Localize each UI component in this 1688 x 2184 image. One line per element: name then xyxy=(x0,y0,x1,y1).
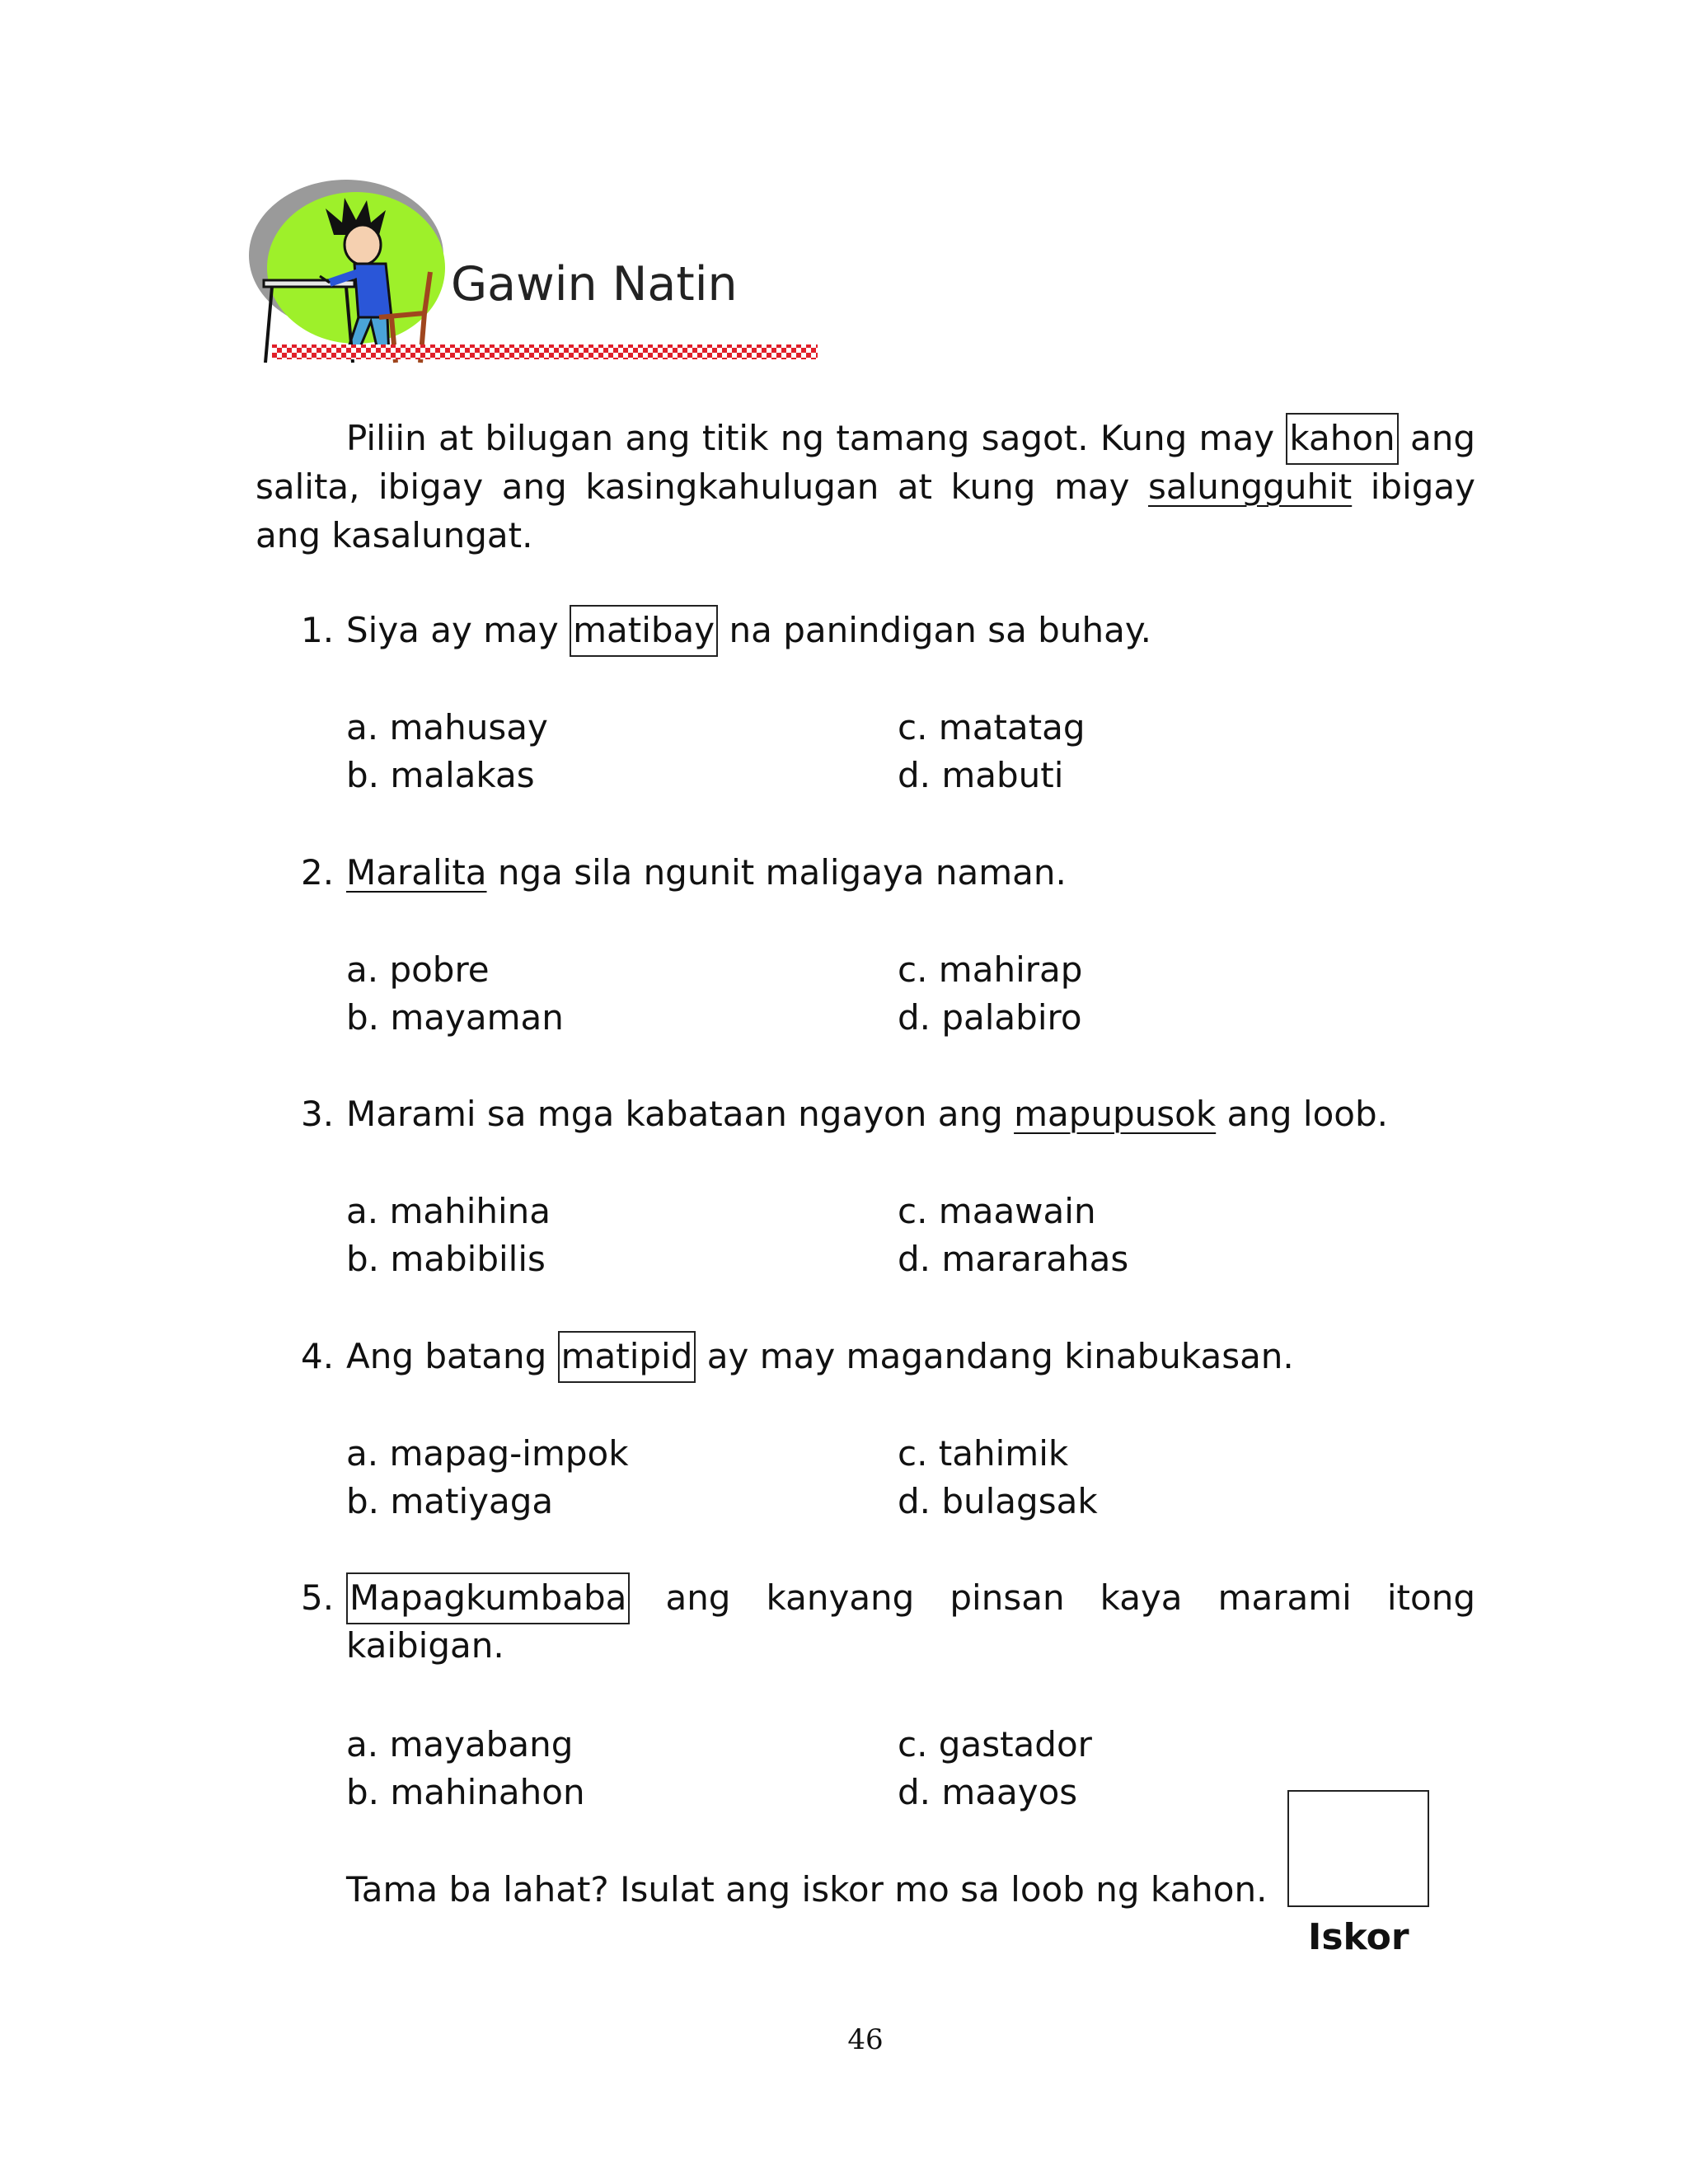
question-text: Ang batang matipid ay may magandang kinabukasan. xyxy=(346,1336,1294,1376)
option-4a[interactable]: a. mapag-impok xyxy=(346,1433,629,1474)
student-writing-at-desk-icon xyxy=(247,177,462,367)
option-5b[interactable]: b. mahinahon xyxy=(346,1772,585,1812)
question-number: 4. xyxy=(301,1336,335,1376)
closing-text: Tama ba lahat? Isulat ang iskor mo sa loob ng kahon. xyxy=(346,1869,1268,1910)
option-1a[interactable]: a. mahusay xyxy=(346,707,548,748)
option-1c[interactable]: c. matatag xyxy=(898,707,1085,748)
boxed-word: Mapagkumbaba xyxy=(346,1572,630,1624)
option-5a[interactable]: a. mayabang xyxy=(346,1724,574,1765)
instructions-text: ibigay xyxy=(1370,466,1475,507)
instructions-line-3: ang kasalungat. xyxy=(256,515,533,555)
option-1b[interactable]: b. malakas xyxy=(346,755,535,795)
question-text: Siya ay may matibay na panindigan sa buhay. xyxy=(346,610,1151,650)
underlined-word: mapupusok xyxy=(1014,1094,1217,1134)
underlined-word-example: salungguhit xyxy=(1147,466,1353,507)
option-4c[interactable]: c. tahimik xyxy=(898,1433,1069,1474)
question-number: 3. xyxy=(301,1094,335,1134)
boxed-word: matipid xyxy=(558,1331,696,1383)
option-3d[interactable]: d. mararahas xyxy=(898,1239,1129,1279)
score-box[interactable] xyxy=(1287,1790,1429,1907)
option-3c[interactable]: c. maawain xyxy=(898,1191,1096,1231)
score-label: Iskor xyxy=(1308,1916,1409,1958)
option-2c[interactable]: c. mahirap xyxy=(898,949,1083,990)
option-2d[interactable]: d. palabiro xyxy=(898,997,1082,1038)
option-5c[interactable]: c. gastador xyxy=(898,1724,1092,1765)
option-4b[interactable]: b. matiyaga xyxy=(346,1481,554,1521)
question-text-continued: kaibigan. xyxy=(346,1625,504,1666)
option-2b[interactable]: b. mayaman xyxy=(346,997,564,1038)
instructions-text: salita, ibigay ang kasingkahulugan at kung may xyxy=(256,466,1130,507)
option-2a[interactable]: a. pobre xyxy=(346,949,490,990)
instructions-line-1 xyxy=(256,414,1475,462)
option-5d[interactable]: d. maayos xyxy=(898,1772,1078,1812)
option-1d[interactable]: d. mabuti xyxy=(898,755,1064,795)
option-3a[interactable]: a. mahihina xyxy=(346,1191,551,1231)
question-number: 1. xyxy=(301,610,335,650)
underlined-word: Maralita xyxy=(346,852,487,893)
question-number: 5. xyxy=(301,1577,335,1618)
question-text: Mapagkumbaba ang kanyang pinsan kaya marami itong xyxy=(346,1577,1475,1618)
question-number: 2. xyxy=(301,852,335,893)
instructions-text: ang xyxy=(1409,418,1476,458)
page-number: 46 xyxy=(847,2023,884,2056)
boxed-word: matibay xyxy=(570,605,718,657)
question-text: Marami sa mga kabataan ngayon ang mapupusok ang loob. xyxy=(346,1094,1389,1134)
instructions-line-2 xyxy=(256,462,1475,511)
question-text: Maralita nga sila ngunit maligaya naman. xyxy=(346,852,1067,893)
boxed-word-example: kahon xyxy=(1286,413,1398,465)
option-4d[interactable]: d. bulagsak xyxy=(898,1481,1098,1521)
page-title: Gawin Natin xyxy=(451,257,738,312)
checkered-divider xyxy=(272,343,818,361)
option-3b[interactable]: b. mabibilis xyxy=(346,1239,546,1279)
instructions-text: Piliin at bilugan ang titik ng tamang sagot. Kung may xyxy=(346,418,1275,458)
